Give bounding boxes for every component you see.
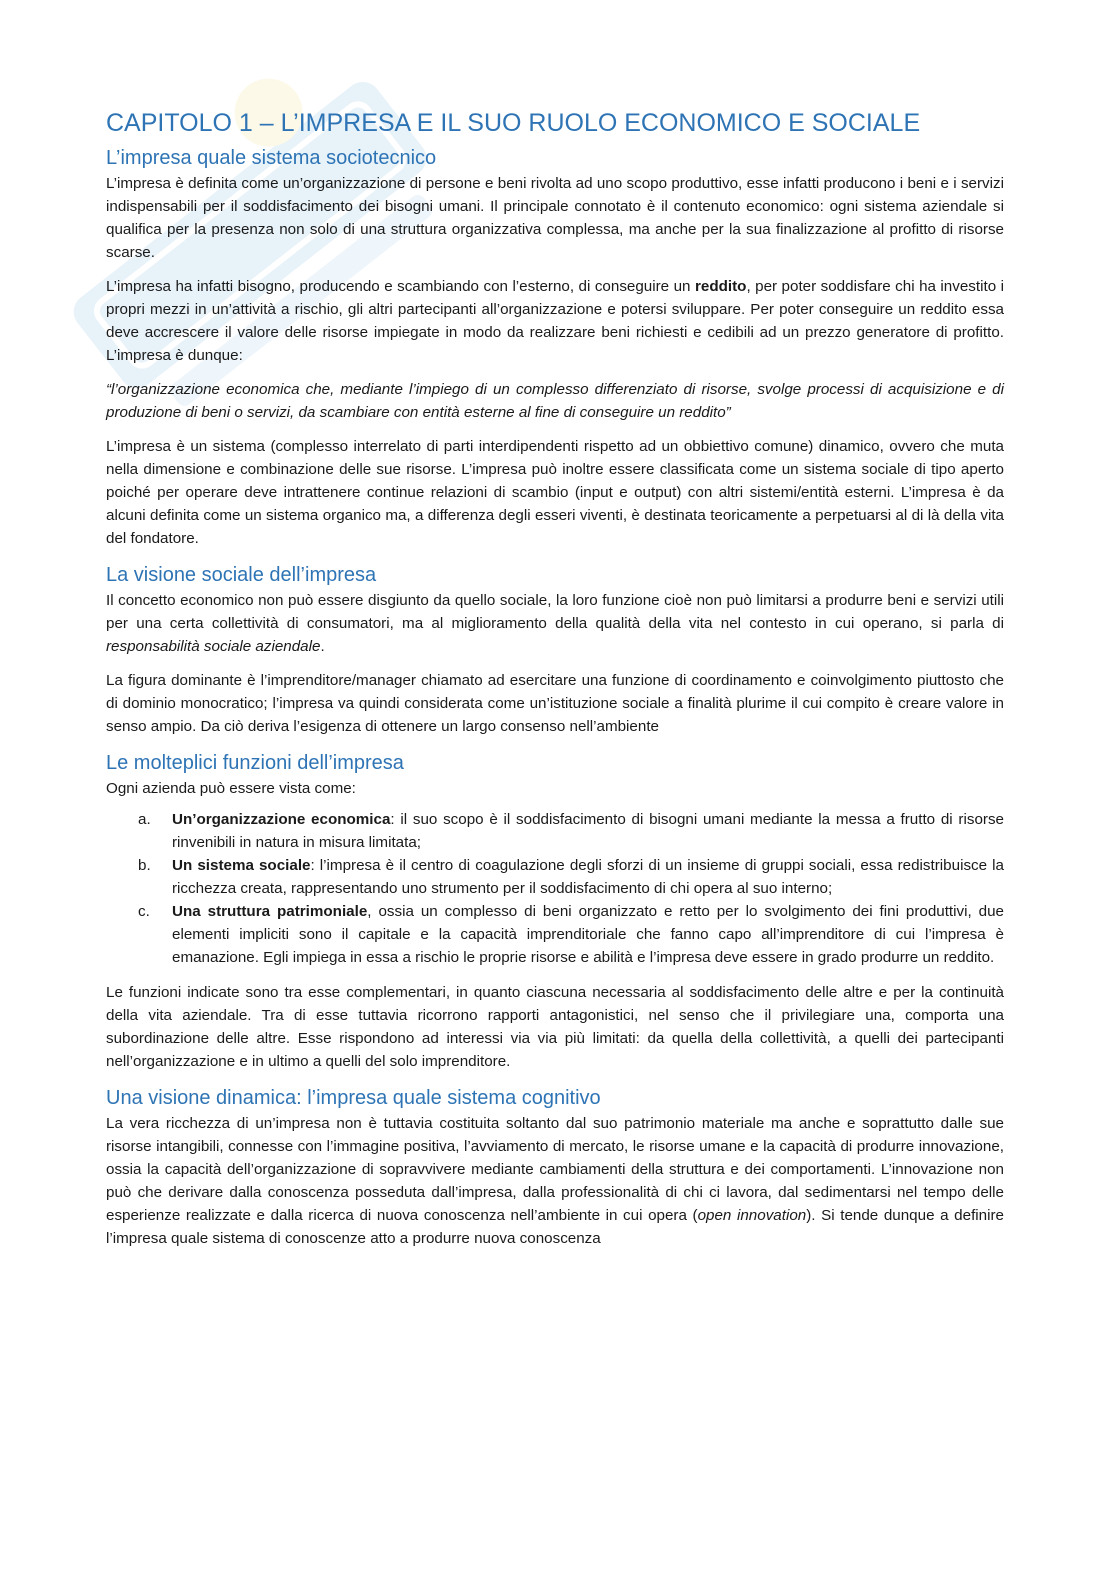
list-marker: c.	[138, 903, 150, 920]
list-marker: a.	[138, 811, 151, 828]
list-marker: b.	[138, 857, 151, 874]
paragraph: La vera ricchezza di un’impresa non è tuttavia costituita soltanto dal suo patrimonio materiale ma anche e soprattutto dalle sue risorse intangibili, connesse con l’immagine positiva, l’avviamento di mercato, le risorse umane e la capacità di produrre innovazione, ossia la capacità dell’organizzazione di sopravvivere mediante cambiamenti della struttura e dei comportamenti. L’innovazione non può che derivare dalla conoscenza posseduta dall’impresa, dalla professionalità di chi ci lavora, dal sedimentarsi nel tempo delle esperienze realizzate e dalla ricerca di nuova conoscenza nell’ambiente in cui opera (open innovation). Si tende dunque a definire l’impresa quale sistema di conoscenze atto a produrre nuova conoscenza	[106, 1115, 1004, 1247]
paragraph: La figura dominante è l’imprenditore/manager chiamato ad esercitare una funzione di coordinamento e coinvolgimento piuttosto che di dominio monocratico; l’impresa va quindi considerata come un’istituzione sociale a finalità plurime il cui compito è creare valore in senso ampio. Da ciò deriva l’esigenza di ottenere un largo consenso nell’ambiente	[106, 672, 1004, 735]
functions-list	[106, 808, 1004, 969]
bold-term: Un sistema sociale	[172, 857, 311, 874]
paragraph: Il concetto economico non può essere disgiunto da quello sociale, la loro funzione cioè non può limitarsi a produrre beni e servizi utili per una certa collettività di consumatori, ma al miglioramento della qualità della vita nel contesto in cui operano, si parla di responsabilità sociale aziendale.	[106, 592, 1004, 655]
section-heading-visione-sociale: La visione sociale dell’impresa	[106, 564, 377, 586]
bold-term: Un’organizzazione economica	[172, 811, 391, 828]
definition-quote: “l’organizzazione economica che, mediante l’impiego di un complesso differenziato di risorse, svolge processi di acquisizione e di produzione di beni o servizi, da scambiare con entità esterne al fine di conseguire un reddito”	[106, 381, 1004, 421]
paragraph: L’impresa è definita come un’organizzazione di persone e beni rivolta ad uno scopo produttivo, esse infatti producono i beni e i servizi indispensabili per il soddisfacimento dei bisogni umani. Il principale connotato è il contenuto economico: ogni sistema aziendale si qualifica per la presenza non solo di una struttura organizzativa complessa, ma anche per la sua finalizzazione al profitto di risorse scarse.	[106, 175, 1004, 261]
paragraph: L’impresa è un sistema (complesso interrelato di parti interdipendenti rispetto ad un obbiettivo comune) dinamico, ovvero che muta nella dimensione e combinazione delle sue risorse. L’impresa può inoltre essere classificata come un sistema sociale di tipo aperto poiché per operare deve intrattenere continue relazioni di scambio (input e output) con altri sistemi/entità esterni. L’impresa è da alcuni definita come un sistema organico ma, a differenza degli esseri viventi, è destinata teoricamente a perpetuarsi al di là della vita del fondatore.	[106, 438, 1004, 547]
document-page	[106, 106, 1004, 1261]
page-title: CAPITOLO 1 – L’IMPRESA E IL SUO RUOLO ECONOMICO E SOCIALE	[106, 109, 921, 137]
list-item: a. Un’organizzazione economica: il suo scopo è il soddisfacimento di bisogni umani mediante la messa a frutto di risorse rinvenibili in natura in misura limitata;	[172, 808, 1004, 854]
italic-term: open innovation	[697, 1207, 807, 1224]
list-item: c. Una struttura patrimoniale, ossia un complesso di beni organizzato e retto per lo svolgimento dei fini produttivi, due elementi impliciti sono il capitale e la capacità imprenditoriale che fanno capo all’imprenditore di cui l’impresa è emanazione. Egli impiega in essa a rischio le proprie risorse e abilità e l’impresa deve essere in grado produrre un reddito.	[172, 900, 1004, 969]
section-heading-sistema-cognitivo: Una visione dinamica: l’impresa quale sistema cognitivo	[106, 1087, 601, 1109]
italic-term: responsabilità sociale aziendale	[106, 638, 321, 655]
bold-term: reddito	[694, 278, 747, 295]
paragraph: Ogni azienda può essere vista come:	[106, 780, 356, 797]
section-heading-sociotecnico: L’impresa quale sistema sociotecnico	[106, 147, 437, 169]
paragraph: L’impresa ha infatti bisogno, producendo e scambiando con l’esterno, di conseguire un reddito, per poter soddisfare chi ha investito i propri mezzi in un’attività a rischio, gli altri partecipanti all’organizzazione e potersi sviluppare. Per poter conseguire un reddito essa deve accrescere il valore delle risorse impiegate in modo da realizzare beni richiesti e cedibili ad un prezzo generatore di profitto. L’impresa è dunque:	[106, 278, 1004, 364]
list-item: b. Un sistema sociale: l’impresa è il centro di coagulazione degli sforzi di un insieme di gruppi sociali, essa redistribuisce la ricchezza creata, rappresentando uno strumento per il soddisfacimento di chi opera al suo interno;	[172, 854, 1004, 900]
paragraph: Le funzioni indicate sono tra esse complementari, in quanto ciascuna necessaria al soddisfacimento delle altre e per la continuità della vita aziendale. Tra di esse tuttavia ricorrono rapporti antagonistici, nel senso che il privilegiare una, comporta una subordinazione delle altre. Esse rispondono ad interessi via via più limitati: da quella della collettività, a quelli dei partecipanti nell’organizzazione e in ultimo a quelli del solo imprenditore.	[106, 984, 1004, 1070]
section-heading-funzioni: Le molteplici funzioni dell’impresa	[106, 752, 404, 774]
bold-term: Una struttura patrimoniale	[172, 903, 368, 920]
